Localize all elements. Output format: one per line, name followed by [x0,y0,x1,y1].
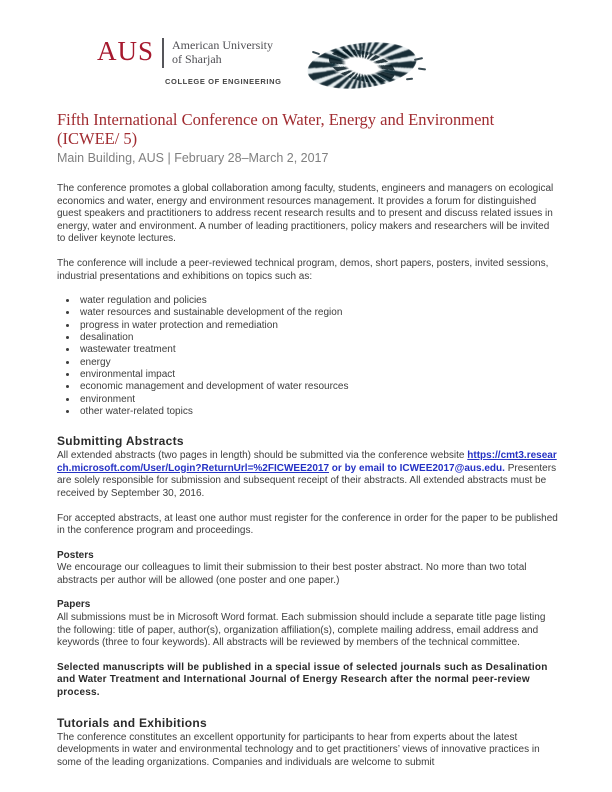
fish-speck [414,57,423,61]
posters-heading: Posters [57,549,94,561]
papers-paragraph: All submissions must be in Microsoft Word format. Each submission should include a separate title page listing the following: title of paper, author(s), organization affiliation(s), complete mailing address, email address and keywords (three to four keywords). All abstracts will be reviewed by members of the technical committee. [57,612,546,649]
topic-item: • wastewater treatment [78,344,558,356]
tutorials-paragraph: The conference constitutes an excellent opportunity for participants to hear from experts about the latest developments in water and environmental technology and to get practitioners’ views of innovative practices in some of the leading organizations. Companies and individuals are welcome to submit [57,731,540,768]
university-name-line2: of Sharjah [172,51,222,66]
college-of-engineering-label: COLLEGE OF ENGINEERING [165,77,282,86]
papers-heading: Papers [57,599,91,611]
topic-item: • economic management and development of water resources [78,381,558,393]
topics-list [57,295,558,418]
conference-website-link[interactable]: https://cmt3.research.microsoft.com/User/Login?ReturnUrl=%2FICWEE2017 [57,450,557,474]
aus-logo [97,36,273,68]
logo-university-name [172,36,273,66]
topic-item: • water resources and sustainable development of the region [78,307,558,319]
topic-item: • energy [78,357,558,369]
submitting-abstracts-heading: Submitting Abstracts [57,434,184,449]
topic-item: • progress in water protection and remediation [78,320,558,332]
intro-paragraph-1: The conference promotes a global collaboration among faculty, students, engineers and managers on ecological economics and water, energy and environment resources management. It provides a forum for distinguished guest speakers and practitioners to address recent research results and to present and discuss related issues in energy, water and environment. A number of leading practitioners, policy makers and researchers will be invited to deliver keynote lectures. [57,183,554,245]
fish-speck [406,78,413,81]
logo-divider [162,38,164,68]
fish-speck [312,51,320,55]
fish-school-photo [302,38,436,93]
topic-item: • environmental impact [78,369,558,381]
publication-note: Selected manuscripts will be published in a special issue of selected journals such as Desalination and Water Treatment and International Journal of Energy Research after the normal peer-review process. [57,661,548,699]
topic-item: • environment [78,394,558,406]
submission-text-before-link: All extended abstracts (two pages in length) should be submitted via the conference website [57,450,465,462]
topic-item: • other water-related topics [78,406,558,418]
document-content [57,110,558,781]
aus-logo-acronym: AUS [97,36,155,66]
submission-text-after-link: Presenters are solely responsible for submission and subsequent receipt of their abstracts. All extended abstracts must be received by September 30, 2016. [57,462,557,499]
topic-item: • desalination [78,332,558,344]
email-submission-text: or by email to ICWEE2017@aus.edu. [329,462,505,474]
fish-speck [418,67,426,70]
submitting-abstracts-paragraph [57,450,558,500]
tutorials-exhibitions-heading: Tutorials and Exhibitions [57,715,207,730]
conference-subtitle: Main Building, AUS | February 28–March 2, 2017 [57,151,329,165]
conference-title: Fifth International Conference on Water, Energy and Environment (ICWEE/ 5) [57,110,495,148]
topic-item: • water regulation and policies [78,295,558,307]
intro-paragraph-2: The conference will include a peer-reviewed technical program, demos, short papers, posters, invited sessions, industrial presentations and exhibitions on topics such as: [57,257,549,282]
posters-paragraph: We encourage our colleagues to limit their submission to their best poster abstract. No more than two total abstracts per author will be allowed (one poster and one paper.) [57,562,527,586]
registration-paragraph: For accepted abstracts, at least one author must register for the conference in order for the paper to be published in the conference program and proceedings. [57,512,558,537]
university-name-line1: American University [172,38,273,52]
